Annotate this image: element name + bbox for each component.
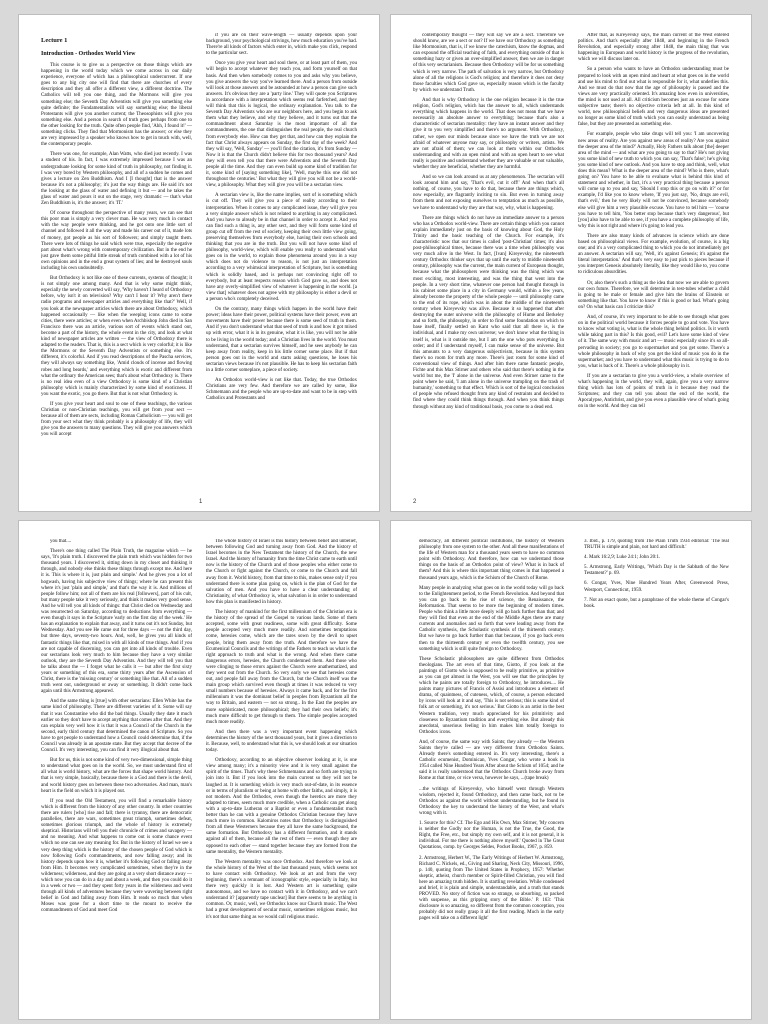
paragraph: After that, as Kireyevsky says, the main current of the West entered politics. And that's especially after 1848, and beginning in the French Revolution, and especially strong after 1848, the main thing that was happening in European and world history is the progress of the revolution, which we will discuss later on. [578, 33, 729, 63]
paragraph: For example, people who take drugs will tell you: 'I am uncovering new areas of reality. Are you against new areas of reality? Are you against the deeper area of the mind?' Actually, Holy Fathers talk about [the] deeper area of the mind — and what are you going to say to that? He's not giving you some kind of new truth to which you can say, 'That's false'; he's giving you some kind of new outlook. And you have to stop and think, well, what does this mean? What is the deeper area of the mind? Who is there, what's going on? You have to be able to evaluate what is behind this kind of statement and whether, in fact, it's a very practical thing because a person will come up to you and say, 'Should I stop this or go on with it?' or for example, I'd like you to know where, 'If you just say, 'No, drugs are evil, that's evil,' then he very likely will not be convinced, because somebody else will give him a very plausible excuse. You have to tell him — 'course you have to tell him, 'You better stop because that's very dangerous', but [you] also have to be able to see, if you have a complete philosophy of life, why this is not right and where it's going to lead you. [578, 132, 729, 229]
document-page-3 [18, 520, 380, 1020]
paragraph: 7. Not an exact quote, but a paraphrase of the whole theme of Congar's book. [584, 597, 729, 609]
page-number: 2 [413, 499, 417, 505]
paragraph: Once you give your heart and soul there, or at least part of them, you will begin to accept whatever they teach you, and form yourself on that basis. And then when somebody comes to you and asks why you believe, you give answers the way you've learned there. And a person from outside will look at those answers and be astounded at how a person can give such answers. It's obvious they are a 'party line.' They will quote you Scriptures in accordance with a interpretation which seems real farfetched, and they will think that this is logical, the ordinary explanation. You talk to the Seventh Day Adventists who are our neighbors here, and you begin to ask them what they believe, and why they believe, and it turns out that the commandment about Saturday is the most important of all the commandments, the one that distinguishes the real people, the real church from everybody else. How can they get that, and how can they explain the fact that Christ always appears on Sunday, the first day of the week? And they will say, 'Well, Sunday' — you'll find the citation, it's from Sunday — Now it is that the Church didn't believe this for two thousand years? And they will even tell you that there were Adventists and the Seventh Day people all the time. And they can even build up some kind of tradition for it, some kind of [saying something like], 'Well, maybe this one did not throughout the centuries.' But what they will give you will not be a world-view, a philosophy. What they will give you will be a sectarian view. [206, 61, 357, 189]
paragraph: So a person who wants to have an Orthodox understanding must be prepared to look with an open mind and heart at what goes on in the world and use his mind to find out what is responsible for it, what underlies this. And we must do that now that the age of philosophy is passed and the views are very practically oriented. It's amazing how even in universities, the mind is not used at all. All criticism becomes just an excuse for some subjective taste; there's no objective criteria left at all. In this kind of world, new philosophical beliefs and very dangerous ideas are presented no longer as some kind of truth which you can easily understand as being false, but they are presented as something else. [578, 67, 729, 128]
page-2-column-right [578, 33, 729, 489]
paragraph: A sectarian view is, like the name implies, sort of is something which is cut off. They will give you a piece of reality according to their interpretation. When it comes to any complicated issue, they will give you a very simple answer which is not related to anything in any complicated. And you have to already be in that channel in order to accept it. And you can find such a thing is, any other sect, and they will form some kind of group cut off from the rest of society, keeping their own little view going, preserving themselves from everybody else, having their own schools and thinking that you are in the truth. But you will not have some kind of philosophy, world-view, which will enable you really to understand what goes on in the world, to explain those phenomena around you in a way which does not do violence to reason, is not just an interpretation according to a very whimsical interpretation of Scripture, but is something which is solidly based, and is perhaps not convincing right off to everybody, but at least respects reason which God gave us, and does not have any overly-simplified view of whatever is happening in the world. [a view that] whatever does not agree with my philosophy is either a devil or a person who's completely deceived. [206, 193, 357, 302]
page-1-column-right [206, 33, 357, 489]
paragraph: Orthodoxy, according to an objective observer looking at it, is one view among many; it's a minority view and it is very small against the spirit of the times. That's why these Schmemanns and so forth are trying to join into it. But if you look into the main current so they will not be laughed at. It is something which is very much out-of-date, in its essence or in terms of pluralism or being at home with other faiths, and simply, it is not modern. And the Orthodox, even though the heretics are more they adapted to times, seem much more credible, when a Catholic can get along with a up-to-date Lutheran or a Baptist or even a fundamentalist much better than he can with a genuine Orthodox Christian because they have much more in common. Kalomiros notes that Orthodoxy is distinguished from all these Westerners because they all have the same background, the same formation. But Orthodoxy has a different formation, and it stands against all of them, because all the rest of them — even though they are opposed to each other — stand together because they are formed from the same mentality, the Western mentality. [206, 758, 357, 855]
paragraph: An Orthodox world-view is not like that. Today, the true Orthodox Christians are very few. And therefore we are called by some, like Schmemann and the people who are up-to-date and want to be in step with Catholics and Protestants and [206, 378, 357, 402]
page-3-column-left [41, 539, 192, 997]
paragraph: There's one thing called The Plain Truth, the magazine which — he says, 'It's plain truth. I discovered the plain truth which was hidden for two thousand years. I discovered it, sitting down in my closet and thinking it through, and nobody else thinks these things through except me. And here it is. This is where it is, just plain and simple.' And he gives you a lot of hogwash, having his subjective view of things; where he can present this where it's just 'plain and simple,' and that's the way it is. And millions of people follow him; not all of them are his real [followers], part of his cult, but many people take it very seriously, and think it makes very good sense. And he will tell you all kinds of things: that Christ died on Wednesday and was resurrected on Saturday, according to deductions from everything — even though it says in the Scripture 'early on the first day of the week.' He has an explanation to explain that away, and it turns out it's not Sunday, but Wednesday. And you see He came out for three days — not the third day, but three days, seventy-two hours. And, well, he gives you all kinds of fantastic things like that, mixed in with all kinds of true things. And if you are not capable of discerning, you can get into all kinds of trouble. Even our sectarians look very much to him because they have a very similar outlook, they are the Seventh Day Adventists. And they will tell you that he talks about the — I forget what he calls it — but after the first sixty years or something of this era, some thirty years after the Ascension of Christ, there is the 'missing century' or something like that. All of a sudden truth went out, underground or away or something. It didn't come back again until this Armstrong appeared. [41, 549, 192, 695]
paragraph: The whole history of Israel is this history between belief and unbelief, between following God and turning away from God. And the history of Israel becomes in the New Testament the history of the Church, the new Israel. And the history of humanity from the time Christ came to earth until now is the history of the Church and of those peoples who either come to the Church or fight against the Church, or come to the Church and fall away from it. World history, from that time to this, makes sense only if you understand there is some plan going on, which is the plan of God for the salvation of men. And you have to have a clear understanding of Christianity, of what Orthodoxy is, what salvation is in order to understand how this plan is manifested in history. [206, 539, 357, 605]
paragraph: And, of course, the same way with Saints; they already — the Western Saints they're called — are very different from Orthodox Saints. Already there's something entered in. It's very interesting, there's a Catholic ecumenist, Dominican, Yves Congar, who wrote a book in 1954 called Nine Hundred Years After about the Schism of 1054; and he said it is really understood that the Orthodox Church broke away from Rome at that time, or vice versa, however he says, ...(tape break) [419, 739, 564, 782]
paragraph: And then there was a very important event happening which determines the history of the next thousand years, but it gives a direction to it. Because, well, to understand what this is, we should look at our situation today. [206, 729, 357, 754]
paragraph: And, of course, it's very important to be able to see through what goes on in the political world because it forces people to go and vote. You have to know what voting is, what is the whole thing behind politics. Is it worth while taking part in this? Is this good, evil? Let's have some kind of view of it. The same way with music and art — music especially since it's so all-pervading in society; you go to supermarket and you get some. There's a whole philosophy in back of why you get the kind of music you do in the supermarket; and you have to understand what this music is trying to do to you, what is back of it. There's a whole philosophy in it. [578, 315, 729, 369]
page-4-column-right [578, 539, 729, 997]
page-number: 1 [199, 499, 203, 505]
paragraph: But for us, this is not some kind of very two-dimensional, simple thing to understand what goes on in the world. So, we must understand first of all what is world history, what are the forces that shape world history. And that is very simple, basically, because there is a God and there is the devil, and world history goes on between these two adversaries. And man, man's heart is the field on which it is played out. [41, 758, 192, 794]
paragraph: democracy, all different political institutions, the history of Western philosophy from one system to the other. And all these manifestations of the life of Western man for a thousand years seem to have no common point with Orthodoxy. And therefore, how can we understand those things on the basis of an Orthodox point of view? What is in back of them? And this is where this important thing comes in that happened a thousand years ago, which is the Schism of the Church of Rome. [419, 539, 564, 581]
paragraph: If you are a sectarian to give you a world-view, a whole overview of what's happening in the world, they will, again, give you a very narrow thing which has lots of points of truth in it because they read the Scriptures; and they can tell you about the end of the world, the Apocalypse, Antichrist, and give you even a plausible view of what's going on in the world. And they can tell [578, 373, 729, 410]
paragraph: There are also many kinds of advances in science which are done based on philosophical views. For example, evolution, of course, is a big one; and it's a very complicated thing to which you do not immediately get an answer. A sectarian will say, 'Well, it's against Genesis; it's against the literal interpretation.' And that's very easy to just pick to pieces because if you interpret Genesis absolutely literally, like they would like to, you come to ridiculous absurdities. [578, 233, 729, 276]
paragraph: 5. Armstrong, Early Writings, 'Which Day is the Sabbath of the New Testament?' p. 69. [584, 565, 729, 577]
paragraph: If you read the Old Testament, you will find a remarkable history which is different from the history of any other country. In other countries there are rulers [who] rise and fall; there is tyranny, there are democratic parallelies, there are wars, sometimes great triumph, sometimes defeat, sometimes glorious triumph, and the whole of history is extremely skeptical. Historians will tell you their chronicle of crimes and savagery — and no meaning. And what happens to come out is some chance event which no one can see any meaning for. But in the history of Israel we see a very deep thing which is the history of the chosen people of God which is now following God's commandments, and now falling away; and its history depends upon how it is, whether it's following God or falling away from Him. It becomes very complicated sometimes, when they're in the wilderness; wilderness, and they are going at a very short distance away — which now you can do in a day and about a week, and then you could do it in a week or two — and they spent forty years in the wilderness and went through all kinds of adventures because they were wavering between right belief in God and falling away from Him. It reads so much that when Moses was gone for a short time to the mount to receive the commandments of God and meet God [41, 798, 192, 914]
paragraph: But Orthodoxy is not like one of these currents, systems of thought; it is not simply one among many. And that is why some might think, especially the newly converted will say, 'Why haven't I heard of Orthodoxy before, why isn't it on television? Why can't I hear it? Why aren't there radio programs and newspaper articles and everything like that?' Well, if you look at the newspaper articles which there are about Orthodoxy, which happened occasionally — like when the weeping icons came to some cities, there were articles; or when even when Archbishop John died in San Francisco there was an article, various sort of events which stand out, become a part of the history, the whole event in the city, and look at what kind of newspaper articles are written — the view of Orthodoxy there is adapted to the readers. That is, this is a sect which is very colorful; it is like the Mormons or the Seventh Day Adventists or something else. It's different, it's colorful. And if you read descriptions of the Pascha services, they will always say something like, 'Amid clouds of incense and flowing robes and long beards,' and everything which is exotic and different from what the ordinary the American sees; that's about what Orthodoxy is. There is no real idea even of a view Orthodoxy is some kind of a Christian philosophy which is mainly characterized by some kind of exoticness. If you want the exotic, you go there. But that is not what Orthodoxy is. [41, 276, 192, 397]
document-page-2 [390, 14, 752, 512]
paragraph: This course is to give us a perspective on those things which are happening in the world today which we come across in our daily experience, everyone of which has a philosophical undercurrent. If one goes to any big city one will find that there are churches of every description and they all offer a different view, a different doctrine. The Catholics will tell you one thing, and the Mormons will give you something else; the Seventh Day Adventists will give you something else quite definite; the Fundamentalists will say something else; the liberal Protestants will give you another current; the Theosophists will give you something else. And a person in search of truth goes perhaps from one to the other looking for the truth. Quite often people find, 'Ahh, I found it!' — something clicks. They find that Mormonism has the answer; or else they are very impressed by a speaker who knows how to get in touch with, well, the contemporary people. [41, 63, 192, 148]
paragraph: 2. Armstrong, Herbert W., The Early Writings of Herbert W. Armstrong, Richard C. Nickels, ed., Giving and Sharing, Neck City, Missouri, 1996, p. 140, quoting from The United States in Prophecy, 1957: 'Whether skeptic, atheist, church member or Spirit-filled Christian, you will find here an amazing truth hidden. It is startling revelation. While condensed and brief, it is plain and simple, understandable, and a truth that stands PROVED. No story of fiction was so strange, so absorbing, so packed with suspense, as this gripping story of the Bible.' P. 163: 'This disclosure is so amazing, so different from the common conception, you probably did not really grasp it all the first reading. Much in the early pages will take on a different light' [419, 855, 564, 922]
paragraph: If you give your heart and soul to one of these teachings, the various Christian or non-Christian teachings, you will get from your sect — because all of them are sects, including Roman Catholicism — you will get from your sect what they think probably is a philosophy of life, they will give you the answers to many questions. They will give you answers which you will accept [41, 401, 192, 438]
paragraph: These Scholastic philosophers are quite different from Orthodox theologians. The art even of that time, Giotto, if you look at the paintings of Giotto who is supposed to be really primitive, as primitive as you can get almost in the West, you will see that the principles by which he paints are totally foreign to Orthodoxy, he introduces.... He paints many pictures of Francis of Assisi and introduces a element of drama, of quaintness, of cuteness, which, of course, a person educated by icons will look at it and say, 'This is not serious; this is some kind of folk art or something, it's not serious.' But Giotto is an artist in the best Western tradition, very much appreciated for his primitivity and closeness to Byzantium tradition and everything else. But already this anecdotal, unserious feeling in him makes him totally foreign to Orthodox icons. [419, 656, 564, 735]
paragraph: contemporary thought — they will say we are a sect. Therefore we should know, are we a sect or not? If we have our Orthodoxy as something like Mormonism, that is, if we know the catechism, know the dogmas, and can expound the official teaching of faith, and everything outside of that is something hazy or given an over-simplified answer, then we are in danger of this very sectarianism. Because then Orthodoxy will be for us something which is very narrow. The path of salvation is very narrow, but Orthodoxy alone of all the religions is God's religion; and therefore it does not deny those faculties which God gave us, especially reason which is the faculty by which we understand Truth. [413, 33, 564, 93]
document-page-4 [390, 520, 752, 1020]
paragraph: 4. Mark 16:2,9; Luke 24:1; John 20:1. [584, 555, 661, 561]
paragraph: 3. Ibid., p. 179, quoting from The Plain Truth 1934 editorial: 'The real TRUTH is simple and plain, not hard and difficult.' [584, 539, 729, 551]
paragraph: There are things which do not have an immediate answer to a person who has a Orthodox world-view. There are certain things which you cannot explain immediately just on the basis of knowing about God, the Holy Trinity and the basic teaching of the Church. For example, it's characteristic now that our times is called 'post-Christian' times; it's also post-philosophical times, because there was a time when philosophy was very much alive in the West. In fact, [Ivan] Kireyevsky, the nineteenth century Orthodox thinker says that up until the early to middle nineteenth century, philosophy was the current, the main current of European thought, because what the philosophers were thinking was the thing which was most exciting, most interesting, and was the thing that went into the people. In a very short time, whatever one person had thought through in his cabinet some place in a city in Germany would, within a few years, already become the property of the whole people — until philosophy came to the end of its rope, which was in about the middle of the nineteenth century when Kireyevsky was alive. Because it so happened that after destroying the outer universe with the philosophy of Hume and Berkeley and so forth, the philosophy, in order to find some foundation on which to base itself, finally settled on Kant who said that all there is, is the individual, and I make my own universe; we don't know what the thing in itself is, what is it outside me, but I am the one who puts everything in order; and if I understand myself, I can make sense of the universe. But this amounts to a very dangerous subjectivism, because in this system there's no room for truth any more. There's just room for some kind of conventional view of things. And after him there came fantastic people, Fichte and this Max Stirner and others who said that there's nothing in the world but me, the 'I' alone in the universe. And even Stirner came to the point where he said, 'I am alone in the universe trampling on the trash of humanity,' something to that effect. Which is sort of the logical conclusion of people who refused thought from any kind of restraints and decided to find where they could think things through. And when you think things through without any kind of traditional basis, you come to a dead end. [413, 215, 564, 410]
paragraph: And so we can look around us at any phenomenon. The sectarian will look around him and say, 'That's evil, cut it off!' And when that's all nothing, of course, you have to do that, because there are things which, now especially, are flagrantly inciting to sin. But even in turning away from them and not exposing ourselves to temptation as much as possible, we have to understand why they are that way, why, what is happening. [413, 175, 564, 211]
paragraph: ...the writings of Kireyevsky, who himself went through Western wisdom, rejected it, found Orthodoxy, and then came back, not to be Orthodox as against the world without understanding, but he found in Orthodoxy the key to understand the history of the West, and what's wrong with it. [419, 786, 564, 816]
paragraph: And the same thing is [true] with other sectarians: Ellen White has the same kind of philosophy. There are different varieties of it. Some will say that it was Constantine who did the bad things. Usually they date it much earlier so they don't have to accept anything that comes after that. And they can explain very well how it is that it was a Council of the Church in the second, early third century that determined the canon of Scripture. So you have to get people to understand how a Council could determine that, if the Council was already in an apostate state. But they accept that decree of the Council. It's very interesting, you can find it very illogical about that. [41, 699, 192, 754]
paragraph: There was one, for example, Alan Watts, who died just recently. I was a student of his. In fact, I was extremely impressed because I was an undergraduate looking for some kind of truth in philosophy, not finding it. I was very bored by Western philosophy, and all of a sudden he comes and gives a lecture on Zen Buddhism. And I [I thought] that is the answer because it's not a philosophy; it's just the way things are. He said it's not the looking at the glass of water and defining it but — and he takes the glass of water and pours it out on the stage, very dramatic — that's what Zen Buddhism is, it's the answer; it's 'IT.' [41, 152, 192, 207]
paragraph: 6. Congar, Yves, Nine Hundred Years After, Greenwood Press, Westport, Connecticut, 1959. [584, 581, 729, 593]
page-4-column-left [413, 539, 564, 997]
paragraph: The Western mentality was once Orthodox. And therefore we look at the whole history of the West of the last thousand years, which seems not to have contact with Orthodoxy. We look at art and from the very beginning, there's a remnant of iconographic style, especially in Italy, but there very quickly it is lost. And Western art is something quite autonomous, and we have no contact with it in Orthodoxy, and we can't understand it? [apparently tape unclear] But there seems to be anything in common. Or, music, well, we Orthodox know our Church music. The West had a great development of secular music, sometimes religious music, but it's not that same thing as we would call religious music. [206, 859, 357, 920]
paragraph: Many people in analyzing what goes on in the world today will go back to the Enlightenment period, to the French Revolution. And beyond that you can go back to the rise of science, the Renaissance, the Reformation. That seems to be more the beginning of modern times. People who think a little more deeply will go back further than that; and they will find that even at the end of the Middle Ages there are many currents and anomalies and so forth that were leading away from the Catholic synthesis, the Scholastic synthesis of the thirteenth century. But we have to go back further than that because, if you go back even then to the thirteenth century or even the twelfth century, you see something which is still quite foreign to Orthodoxy. [419, 585, 564, 652]
lecture-title: Introduction - Orthodox World View [41, 51, 136, 57]
paragraph: you that.... [50, 539, 72, 544]
paragraph: if you are on their wave-length — usually depends upon your background, your psychological strivings, how much education you've had. There're all kinds of factors which enter in, which make you click, respond to the particular sect. [206, 33, 357, 57]
document-page-1 [18, 14, 380, 512]
paragraph: Of course throughout the perspective of many years, we can see that this poor man is simply a very clever man. He was very much in contact with the way people were thinking, and he got onto one little sort of channel and followed it all the way and made his career out of it, made lots of money, got people as his sort of followers; and simply taught them. There were lots of things he said which were true, especially the negative part about what's wrong with contemporary civilization. But in the end he just gave them some pitiful little streak of truth combined with a lot of his own opinions and in the end a great system of lies; and he destroyed souls including his own undoubtedly. [41, 211, 192, 271]
page-1-column-left [41, 33, 192, 489]
page-2-column-left [413, 33, 564, 489]
paragraph: Or, also there's such a thing as the idea that now we are able to govern our own future. Therefore, we will determine in test-tubes whether a child is going to be male or female and give him the brains of Einstein or something like that. You have to know if this is good or bad. What's going on? On what basis can I criticize this? [578, 280, 729, 310]
paragraph: On the contrary, many things which happen in the world have their power; ideas have their power, political systems have their power, even art movements have their power because there is some seed of truth in them. And if you don't understand what that seed of truth is and how it got mixed up with error, what it is in its genuine, what it is like, you will not be able to be living in the world today; and a Christian lives in the world. You must understand, that a sectarian survives himself, and he sees anybody he can keep away from reality, keep in his little corner some place. But if that person goes out in the world and starts asking questions, he loses his sectarian views because it's not plausible. He has to keep his sectarian faith in a little corner someplace, a piece of society. [206, 307, 357, 373]
paragraph: And that is why Orthodoxy is the one religion because it is the true religion, God's religion, which has the answer to all, which understands everything which happens in the world. That does not mean that we have necessarily an absolute answer to everything; because that's also a characteristic of sectarian mentality: they have an instant answer and they give it to you very simplified and there's no argument. With Orthodoxy, rather, we open our minds because since we have the truth we are not afraid of whatever anyone may say, or philosophy or writers, artists. We are not afraid of them; we can look at them within our Orthodox understanding and with an open mind and with an open heart to see what really is positive and understand whether they are valuable or not valuable, whether they are beneficial, whether they are harmful. [413, 97, 564, 170]
paragraph: The history of mankind for the first millennium of the Christian era is the history of the spread of the Gospel to various lands. Some of them accepted, some with great readiness, some with great difficulty. Some people accepted very much more readily. And sometimes temptations come, heresies come, which are the tares sown by the devil to upset people, bring them away from the truth. And therefore we have the Ecumenical Councils and the writings of the Fathers to teach us what is the right approach to truth and what is the wrong. And when there came dangerous errors, heresies, the Church condemned them. And those who were clinging to those errors against the Church were anathematized, and they went out from the Church. So very early we see that heresies come out, and people fall away from the Church, but the Church itself was the main group which survived even though at times it was reduced to very small numbers because of heresies. Always it came back, and for the first millennium it was the dominant belief in peoples from Byzantium all the way to Britain, and eastern — not so strong.. In the East the peoples are more sophisticated, more philosophical; they had their own beliefs; it's much more difficult to get through to them. The simple peoples accepted much more readily. [206, 610, 357, 725]
page-3-column-right [206, 539, 357, 997]
lecture-label: Lecture 1 [41, 37, 68, 44]
paragraph: 1. Source for this? Cf. The Ego and His Own, Max Stirner, 'My concern is neither the Godly nor the Human, is not the True, the Good, the Right, the Free, etc., but simply my own self, and it is not general, it is individual. For me there is nothing above myself.' Quoted in The Great Quotations, comp. by Georges Seldes, Pocket Books, 1967, p. 859. [419, 821, 564, 851]
